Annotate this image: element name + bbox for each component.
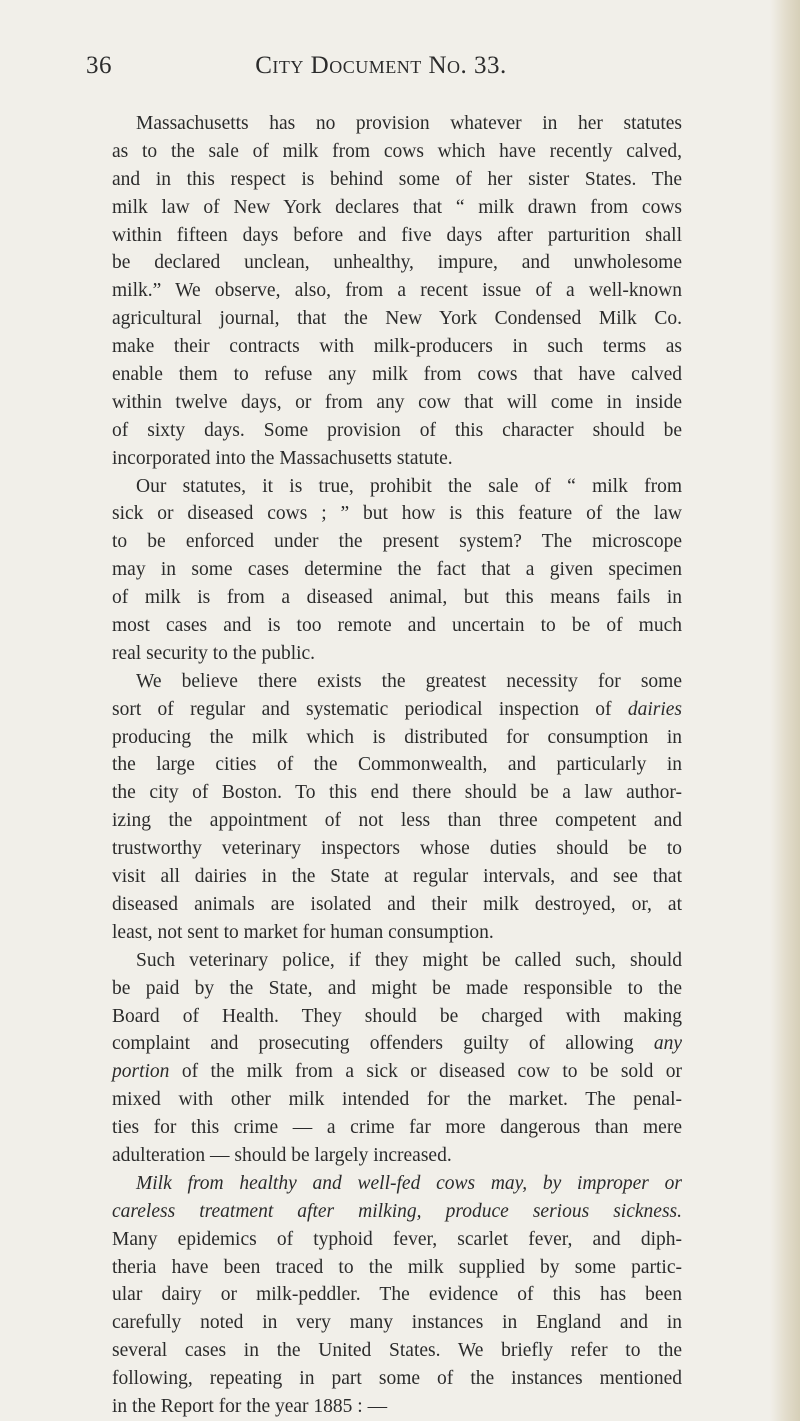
text-line [112, 445, 682, 473]
text-line [112, 1254, 682, 1282]
text-line [112, 473, 682, 501]
text-segment: adulteration — should be largely increased. [112, 1144, 452, 1166]
text-line [112, 863, 682, 891]
text-segment: carefully noted in very many instances in England and in [112, 1312, 682, 1334]
text-line [112, 1226, 682, 1254]
text-line [112, 1030, 682, 1058]
text-segment: milk law of New York declares that “ milk drawn from cows [112, 196, 682, 218]
text-segment: Such veterinary police, if they might be called such, should [136, 949, 682, 971]
text-line [112, 333, 682, 361]
text-segment: real security to the public. [112, 642, 316, 664]
text-segment: Board of Health. They should be charged with making [112, 1005, 682, 1027]
text-segment: may in some cases determine the fact that a given specimen [112, 559, 682, 581]
text-segment: Many epidemics of typhoid fever, scarlet fever, and diph- [112, 1228, 682, 1250]
text-line [112, 807, 682, 835]
text-line [112, 1393, 682, 1421]
text-line [112, 1058, 682, 1086]
text-segment: of sixty days. Some provision of this character should be [112, 419, 682, 441]
text-segment: complaint and prosecuting offenders guilty of allowing [112, 1033, 654, 1055]
text-line [112, 1337, 682, 1365]
text-line [112, 751, 682, 779]
text-line [112, 249, 682, 277]
body-text [112, 110, 682, 1421]
italic-text-segment: dairies [627, 698, 682, 720]
text-line [112, 696, 682, 724]
text-line [112, 724, 682, 752]
text-line [112, 584, 682, 612]
text-segment: Our statutes, it is true, prohibit the sale of “ milk from [136, 475, 682, 497]
text-line [112, 612, 682, 640]
text-segment: trustworthy veterinary inspectors whose duties should be to [112, 838, 682, 860]
text-line [112, 947, 682, 975]
running-head: City Document No. 33. [255, 52, 507, 79]
text-line [112, 1114, 682, 1142]
text-segment: within fifteen days before and five days after parturition shall [112, 224, 682, 246]
text-line [112, 138, 682, 166]
text-line [112, 222, 682, 250]
text-line [112, 975, 682, 1003]
text-segment: of the milk from a sick or diseased cow to be sold or [169, 1061, 682, 1083]
text-segment: enable them to refuse any milk from cows that have calved [112, 364, 682, 386]
text-line [112, 1198, 682, 1226]
italic-text-segment: portion [112, 1061, 170, 1083]
text-segment: ular dairy or milk-peddler. The evidence of this has been [112, 1284, 682, 1306]
text-segment: of milk is from a diseased animal, but this means fails in [112, 587, 682, 609]
text-segment: and in this respect is behind some of her sister States. The [112, 168, 682, 190]
text-line [112, 640, 682, 668]
text-segment: producing the milk which is distributed for consumption in [112, 726, 682, 748]
text-line [112, 668, 682, 696]
italic-text-segment: any [653, 1033, 682, 1055]
text-line [112, 389, 682, 417]
text-segment: milk.” We observe, also, from a recent issue of a well-known [112, 280, 682, 302]
text-segment: izing the appointment of not less than three competent and [112, 810, 682, 832]
text-segment: several cases in the United States. We briefly refer to the [112, 1340, 682, 1362]
text-line [112, 417, 682, 445]
text-segment: least, not sent to market for human consumption. [112, 921, 494, 943]
text-line [112, 528, 682, 556]
text-line [112, 1365, 682, 1393]
text-segment: in the Report for the year 1885 : — [112, 1395, 388, 1417]
text-line [112, 277, 682, 305]
italic-text-segment: Milk from healthy and well-fed cows may, by improper or [136, 1172, 682, 1194]
text-segment: We believe there exists the greatest necessity for some [136, 670, 682, 692]
text-segment: the city of Boston. To this end there should be a law author- [112, 782, 682, 804]
text-segment: mixed with other milk intended for the market. The penal- [112, 1089, 682, 1111]
text-line [112, 779, 682, 807]
text-segment: ties for this crime — a crime far more dangerous than mere [112, 1117, 682, 1139]
text-line [112, 110, 682, 138]
text-line [112, 194, 682, 222]
page-header [86, 52, 676, 92]
text-line [112, 1003, 682, 1031]
text-segment: to be enforced under the present system? The microscope [112, 531, 682, 553]
text-segment: be paid by the State, and might be made responsible to the [112, 977, 682, 999]
text-segment: make their contracts with milk-producers in such terms as [112, 336, 682, 358]
text-segment: Massachusetts has no provision whatever in her statutes [136, 113, 682, 134]
text-segment: agricultural journal, that the New York Condensed Milk Co. [112, 308, 682, 330]
text-line [112, 1142, 682, 1170]
text-segment: most cases and is too remote and uncertain to be of much [112, 615, 682, 637]
text-segment: be declared unclean, unhealthy, impure, and unwholesome [112, 252, 682, 274]
text-line [112, 835, 682, 863]
text-segment: visit all dairies in the State at regular intervals, and see that [112, 866, 682, 888]
page-edge-shadow [770, 0, 800, 1421]
text-line [112, 556, 682, 584]
text-line [112, 1309, 682, 1337]
text-line [112, 166, 682, 194]
text-segment: sick or diseased cows ; ” but how is this feature of the law [112, 503, 682, 525]
text-segment: sort of regular and systematic periodical inspection of [112, 698, 628, 720]
page-number: 36 [86, 52, 112, 79]
text-line [112, 500, 682, 528]
text-line [112, 1086, 682, 1114]
text-segment: within twelve days, or from any cow that will come in inside [112, 391, 682, 413]
text-segment: theria have been traced to the milk supplied by some partic- [112, 1256, 682, 1278]
text-segment: the large cities of the Commonwealth, and particularly in [112, 754, 682, 776]
text-segment: as to the sale of milk from cows which have recently calved, [112, 140, 682, 162]
text-line [112, 361, 682, 389]
text-segment: incorporated into the Massachusetts statute. [112, 447, 453, 469]
text-line [112, 919, 682, 947]
text-segment: diseased animals are isolated and their milk destroyed, or, at [112, 893, 682, 915]
italic-text-segment: careless treatment after milking, produce serious sickness. [112, 1200, 682, 1222]
text-line [112, 1170, 682, 1198]
text-line [112, 305, 682, 333]
text-line [112, 891, 682, 919]
text-segment: following, repeating in part some of the instances mentioned [112, 1368, 682, 1390]
text-line [112, 1281, 682, 1309]
